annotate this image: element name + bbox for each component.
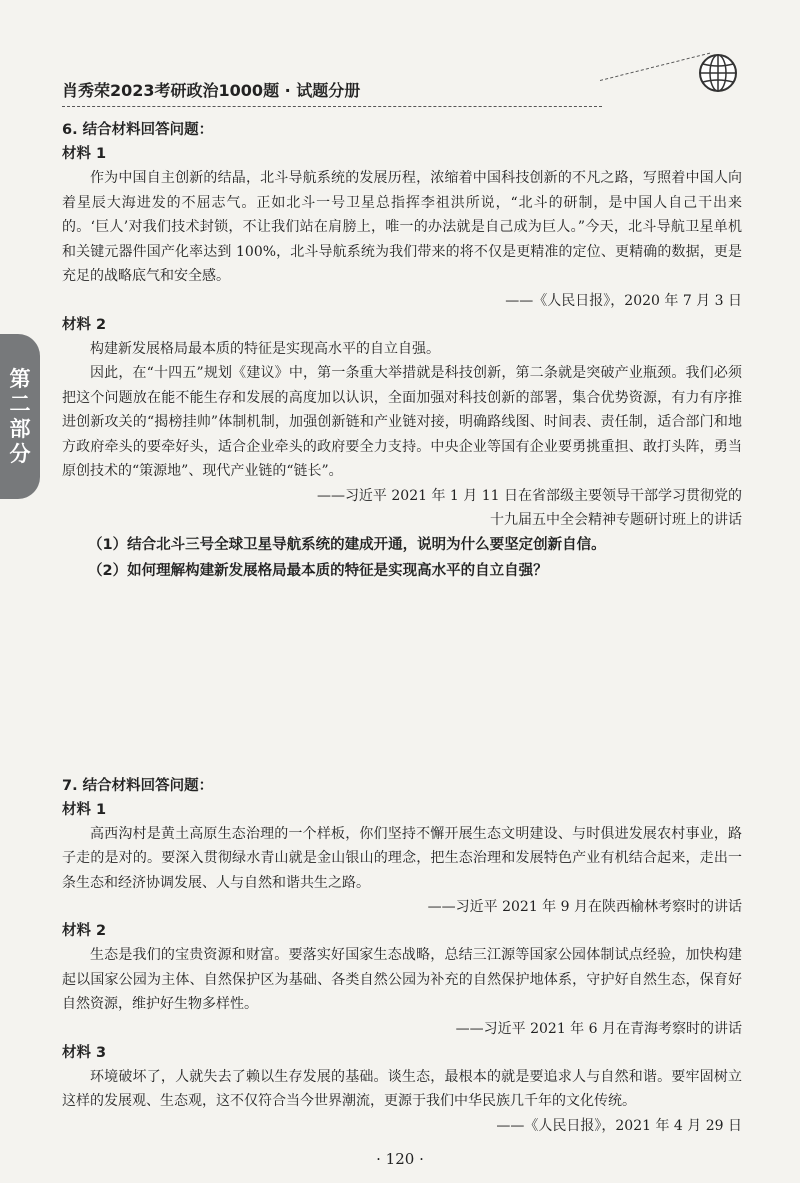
question-6-title: 6. 结合材料回答问题：	[62, 122, 214, 138]
material-source: ——习近平 2021 年 9 月在陕西榆林考察时的讲话	[427, 899, 742, 915]
material-source: ——《人民日报》，2020 年 7 月 3 日	[505, 292, 742, 309]
material-label: 材料 3	[62, 1044, 107, 1061]
material-text: 构建新发展格局最本质的特征是实现高水平的自立自强。	[90, 340, 440, 357]
header-divider	[62, 106, 602, 107]
material-source: 十九届五中全会精神专题研讨班上的讲话	[490, 511, 742, 528]
section-tab-char: 第	[9, 366, 31, 391]
material-label: 材料 1	[62, 801, 107, 818]
material-source: ——习近平 2021 年 6 月在青海考察时的讲话	[455, 1020, 742, 1037]
sub-question-2: （2）如何理解构建新发展格局最本质的特征是实现高水平的自立自强？	[88, 562, 548, 579]
section-tab-char: 分	[9, 441, 31, 466]
section-tab-char: 二	[9, 391, 31, 416]
sub-question-1: （1）结合北斗三号全球卫星导航系统的建成开通，说明为什么要坚定创新自信。	[88, 536, 606, 553]
material-text: 因此，在“十四五”规划《建议》中，第一条重大举措就是科技创新，第二条就是突破产业瓶颈。我们必须把这个问题放在能不能生存和发展的高度加以认识，全面加强对科技创新的部署，集合优势资源，有力有序推进创新攻关的“揭榜挂帅”体制机制，加强创新链和产业链对接，明确路线图、时间表、责任制，适合部门和地方政府牵头的要牵好头，适合企业牵头的政府要全力支持。中央企业等国有企业要勇挑重担、敢打头阵，勇当原创技术的“策源地”、现代产业链的“链长”。	[62, 365, 742, 479]
answer-space	[62, 584, 742, 774]
material-source: ——《人民日报》，2021 年 4 月 29 日	[496, 1117, 742, 1134]
page-content	[62, 118, 742, 1138]
globe-icon	[698, 53, 738, 93]
material-label: 材料 2	[62, 923, 107, 939]
material-source: ——习近平 2021 年 1 月 11 日在省部级主要领导干部学习贯彻党的	[316, 487, 742, 504]
section-tab-char: 部	[9, 416, 31, 441]
material-label: 材料 1	[62, 146, 107, 162]
question-7-title: 7. 结合材料回答问题：	[62, 777, 214, 794]
material-text: 环境破坏了，人就失去了赖以生存发展的基础。谈生态，最根本的就是要追求人与自然和谐。要牢固树立这样的发展观、生态观，这不仅符合当今世界潮流，更源于我们中华民族几千年的文化传统。	[62, 1068, 742, 1109]
section-tab	[0, 334, 40, 499]
page-number: · 120 ·	[376, 1150, 424, 1168]
material-text: 生态是我们的宝贵资源和财富。要落实好国家生态战略，总结三江源等国家公园体制试点经验，加快构建起以国家公园为主体、自然保护区为基础、各类自然公园为补充的自然保护地体系，守护好自然生态，保育好自然资源，维护好生物多样性。	[62, 947, 742, 1012]
material-text: 作为中国自主创新的结晶，北斗导航系统的发展历程，浓缩着中国科技创新的不凡之路，写照着中国人向着星辰大海进发的不屈志气。正如北斗一号卫星总指挥李祖洪所说，“北斗的研制，是中国人自己干出来的。‘巨人’对我们技术封锁，不让我们站在肩膀上，唯一的办法就是自己成为巨人。”今天，北斗导航卫星单机和关键元器件国产化率达到 100%，北斗导航系统为我们带来的将不仅是更精准的定位、更精确的数据，更是充足的战略底气和安全感。	[62, 170, 742, 284]
material-label: 材料 2	[62, 316, 107, 333]
book-title: 肖秀荣2023考研政治1000题 · 试题分册	[62, 81, 361, 100]
material-text: 高西沟村是黄土高原生态治理的一个样板，你们坚持不懈开展生态文明建设、与时俱进发展农村事业，路子走的是对的。要深入贯彻绿水青山就是金山银山的理念，把生态治理和发展特色产业有机结合起来，走出一条生态和经济协调发展、人与自然和谐共生之路。	[62, 825, 742, 891]
page-header	[0, 0, 800, 110]
header-divider-slope	[600, 53, 710, 107]
